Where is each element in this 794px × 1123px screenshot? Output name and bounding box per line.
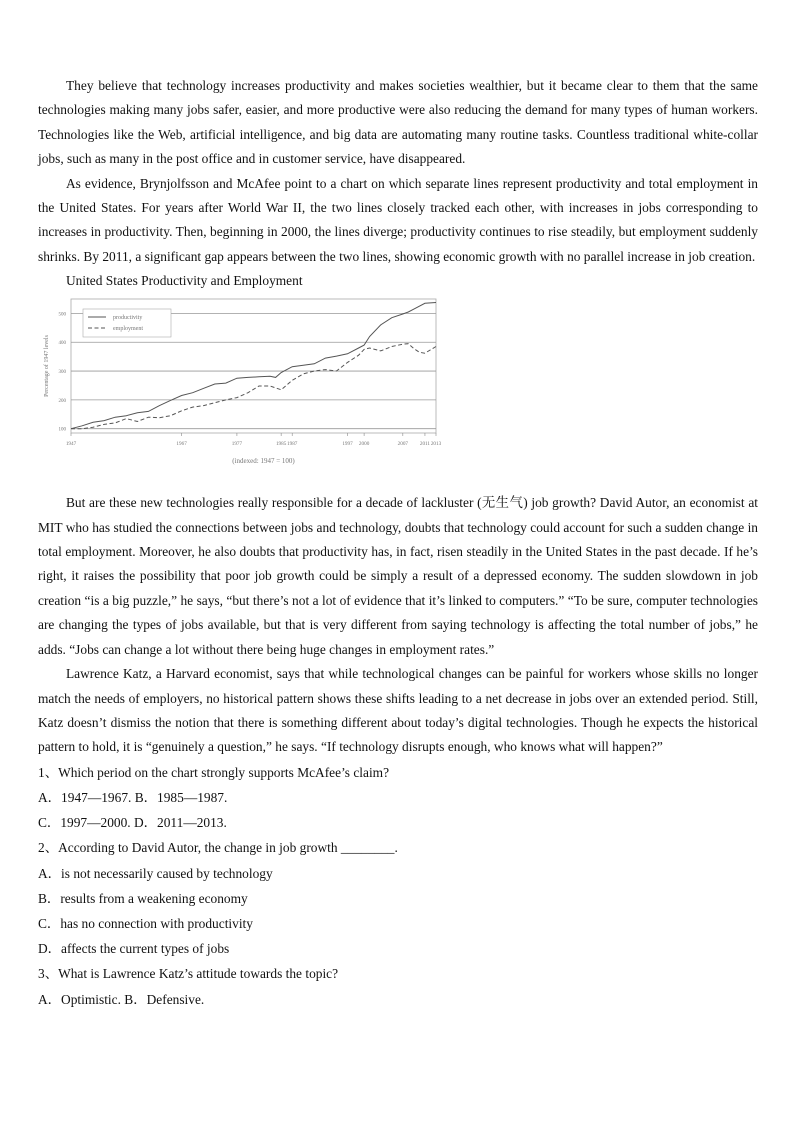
x-tick-label: 1967	[176, 441, 187, 448]
x-tick-label: 1977	[231, 441, 243, 448]
y-tick-label: 400	[58, 341, 66, 347]
paragraph: As evidence, Brynjolfsson and McAfee point to a chart on which separate lines represent productivity and total employment in the United States. For years after World War II, the two lines closely tracked each other, with increases in jobs corresponding to increases in productivity. Then, beginning in 2000, the lines diverge; productivity continues to rise steadily, but employment suddenly shrinks. By 2011, a significant gap appears between the two lines, showing economic growth with no parallel increase in job creation.	[38, 175, 758, 264]
paragraph: They believe that technology increases productivity and makes societies wealthier, but it became clear to them that the same technologies making many jobs safer, easier, and more productive were also reducing the demand for many types of human workers. Technologies like the Web, artificial intelligence, and big data are automating many routine tasks. Countless traditional white-collar jobs, such as many in the post office and in customer service, have disappeared.	[38, 78, 758, 167]
question-1-options-cd: C．1997—2000. D．2011—2013.	[38, 815, 227, 831]
x-tick-label: 1987	[287, 441, 298, 448]
legend-label-employment: employment	[113, 326, 143, 333]
y-tick-label: 300	[58, 370, 66, 376]
question-2-option-a: A．is not necessarily caused by technology	[38, 865, 273, 881]
chart	[38, 293, 758, 491]
x-tick-label: 1947	[65, 441, 77, 448]
y-tick-label: 100	[58, 427, 66, 433]
x-axis-label: (indexed: 1947 = 100)	[232, 457, 295, 466]
questions	[38, 760, 758, 1012]
x-tick-label: 2011	[419, 441, 431, 448]
legend-box	[83, 309, 171, 337]
legend-label-productivity: productivity	[113, 315, 143, 322]
y-axis-label: Percentage of 1947 levels	[44, 335, 50, 398]
x-tick-label: 2000	[358, 441, 370, 448]
x-tick-label: 2007	[397, 441, 409, 448]
question-1: 1、Which period on the chart strongly supports McAfee’s claim?	[38, 764, 390, 780]
paragraph: Lawrence Katz, a Harvard economist, says that while technological changes can be painful for workers whose skills no longer match the needs of employers, no historical pattern shows these shifts leading to a net decrease in jobs over an extended period. Still, Katz doesn’t dismiss the notion that there is something different about today’s digital technologies. Though he expects the historical pattern to hold, it is “genuinely a question,” he says. “If technology disrupts enough, who knows what will happen?”	[38, 666, 758, 755]
x-tick-label: 2013	[430, 441, 442, 448]
x-tick-label: 1985	[275, 441, 287, 448]
x-tick-label: 1997	[342, 441, 353, 448]
question-3: 3、What is Lawrence Katz’s attitude towards the topic?	[38, 966, 339, 982]
question-1-options-ab: A．1947—1967. B．1985—1987.	[38, 789, 228, 805]
question-3-options-ab: A．Optimistic. B．Defensive.	[38, 991, 205, 1007]
chart-caption: United States Productivity and Employment	[66, 273, 303, 289]
question-2-option-c: C．has no connection with productivity	[38, 915, 253, 931]
document-page	[38, 74, 758, 1012]
y-tick-label: 500	[58, 312, 66, 318]
y-tick-label: 200	[58, 399, 66, 405]
question-2-option-d: D．affects the current types of jobs	[38, 941, 230, 957]
paragraph: But are these new technologies really responsible for a decade of lackluster (无生气) job growth? David Autor, an economist at MIT who has studied the connections between jobs and technology, doubts that technology could account for such a sudden change in total employment. Moreover, he also doubts that productivity has, in fact, risen steadily in the United States in the past decade. If he’s right, it raises the possibility that poor job growth could be simply a result of a depressed economy. The sudden slowdown in job creation “is a big puzzle,” he says, “but there’s not a lot of evidence that it’s linked to computers.” “To be sure, computer technologies are changing the types of jobs available, but that is very different from saying technology is affecting the total number of jobs,” he adds. “Jobs can change a lot without there being huge changes in employment rates.”	[38, 495, 758, 657]
chart-svg	[38, 293, 458, 491]
question-2: 2、According to David Autor, the change in job growth ________.	[38, 840, 398, 856]
question-2-option-b: B．results from a weakening economy	[38, 890, 248, 906]
